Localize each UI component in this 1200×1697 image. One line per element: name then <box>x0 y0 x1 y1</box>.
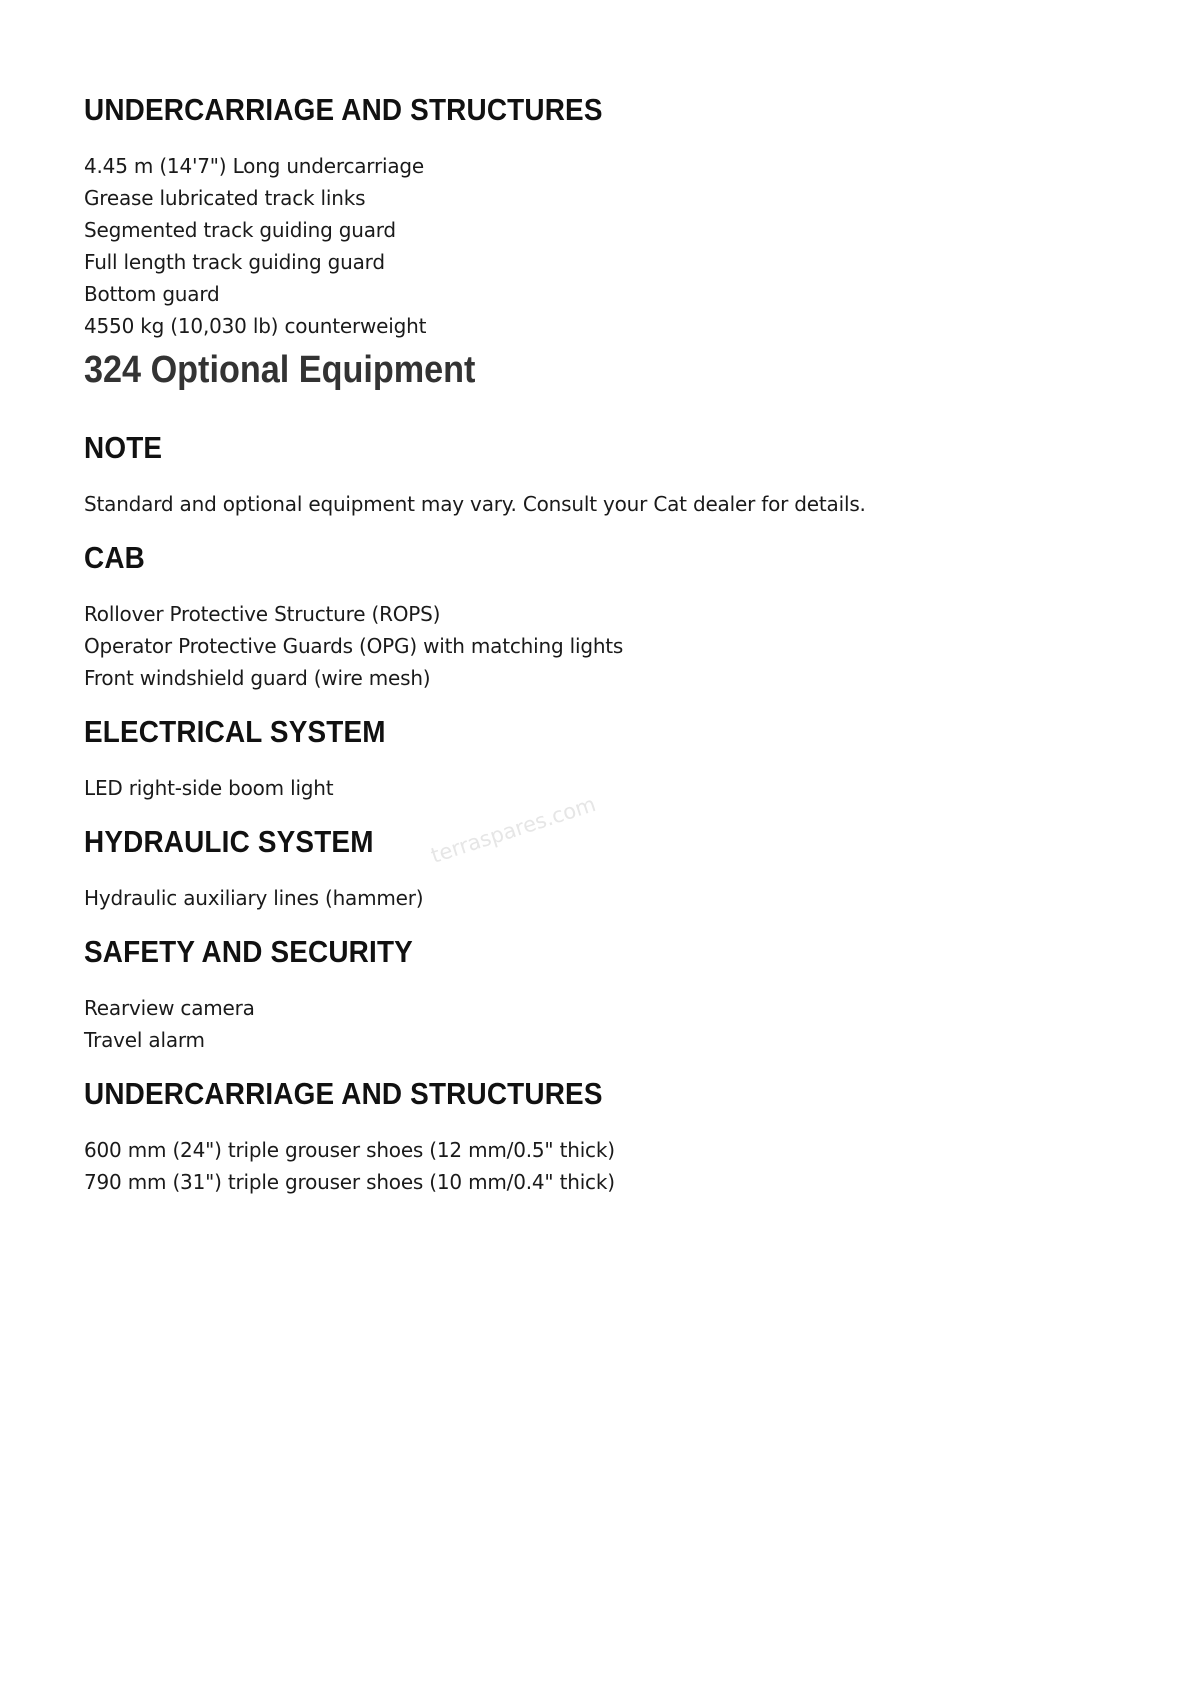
list-item: Rollover Protective Structure (ROPS) <box>84 602 441 626</box>
hydraulic-list <box>84 882 1114 914</box>
section-heading-undercarriage-optional: UNDERCARRIAGE AND STRUCTURES <box>84 1076 603 1111</box>
section-heading-cab: CAB <box>84 540 145 575</box>
list-item: 4.45 m (14'7") Long undercarriage <box>84 154 425 178</box>
page-title: 324 Optional Equipment <box>84 349 476 391</box>
list-item: 4550 kg (10,030 lb) counterweight <box>84 314 427 338</box>
section-heading-undercarriage-standard: UNDERCARRIAGE AND STRUCTURES <box>84 92 603 127</box>
cab-list <box>84 598 1114 694</box>
watermark: terraspares.com <box>428 791 599 868</box>
section-heading-electrical: ELECTRICAL SYSTEM <box>84 714 386 749</box>
document-page <box>84 88 1114 1198</box>
list-item: Rearview camera <box>84 996 255 1020</box>
list-item: Bottom guard <box>84 282 220 306</box>
undercarriage-optional-list <box>84 1134 1114 1198</box>
list-item: Grease lubricated track links <box>84 186 366 210</box>
undercarriage-standard-list <box>84 150 1114 342</box>
list-item: Operator Protective Guards (OPG) with matching lights <box>84 634 624 658</box>
list-item: Front windshield guard (wire mesh) <box>84 666 431 690</box>
list-item: Segmented track guiding guard <box>84 218 396 242</box>
electrical-list <box>84 772 1114 804</box>
list-item: 790 mm (31") triple grouser shoes (10 mm/0.4" thick) <box>84 1170 615 1194</box>
list-item: 600 mm (24") triple grouser shoes (12 mm/0.5" thick) <box>84 1138 615 1162</box>
list-item: Travel alarm <box>84 1028 205 1052</box>
section-heading-note: NOTE <box>84 430 163 465</box>
list-item: LED right-side boom light <box>84 776 334 800</box>
list-item: Full length track guiding guard <box>84 250 385 274</box>
list-item: Hydraulic auxiliary lines (hammer) <box>84 886 424 910</box>
section-heading-hydraulic: HYDRAULIC SYSTEM <box>84 824 374 859</box>
safety-list <box>84 992 1114 1056</box>
section-heading-safety: SAFETY AND SECURITY <box>84 934 413 969</box>
note-text: Standard and optional equipment may vary. Consult your Cat dealer for details. <box>84 492 866 516</box>
